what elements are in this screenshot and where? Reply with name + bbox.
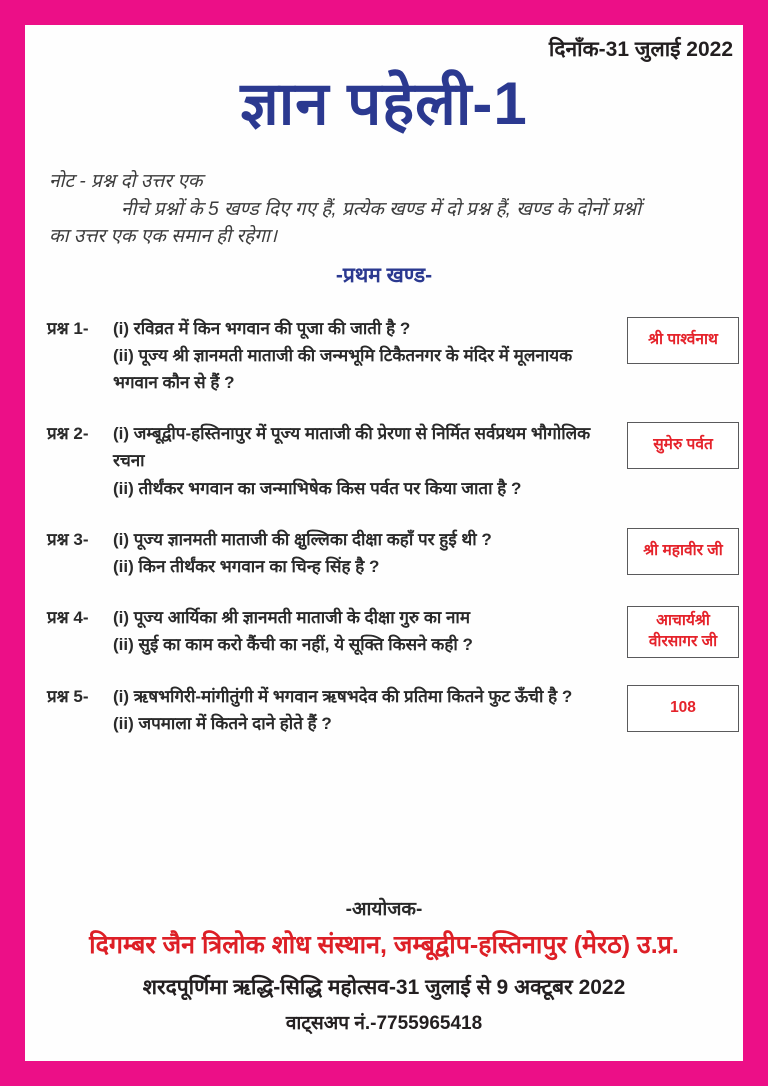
- note-line-1: नोट - प्रश्न दो उत्तर एक: [49, 171, 203, 192]
- festival-line: शरदपूर्णिमा ऋद्धि-सिद्धि महोत्सव-31 जुलाई से 9 अक्टूबर 2022: [142, 976, 626, 999]
- question-label: प्रश्न 2-: [47, 424, 89, 444]
- answer-box: 108: [627, 685, 739, 732]
- organizer-name: दिगम्बर जैन त्रिलोक शोध संस्थान, जम्बूद्वीप-हस्तिनापुर (मेरठ) उ.प्र.: [89, 931, 679, 959]
- question-part-ii: (ii) पूज्य श्री ज्ञानमती माताजी की जन्मभूमि टिकैतनगर के मंदिर में मूलनायक भगवान कौन से हैं ?: [113, 345, 573, 393]
- whatsapp-number: वाट्सअप नं.-7755965418: [285, 1013, 483, 1034]
- question-text: [113, 604, 627, 658]
- question-text: [113, 420, 627, 502]
- question-part-ii: (ii) सुई का काम करो कैंची का नहीं, ये सूक्ति किसने कही ?: [113, 635, 473, 655]
- question-part-i: (i) ऋषभगिरी-मांगीतुंगी में भगवान ऋषभदेव की प्रतिमा कितने फुट ऊँची है ?: [113, 686, 573, 706]
- question-part-i: (i) पूज्य आर्यिका श्री ज्ञानमती माताजी के दीक्षा गुरु का नाम: [113, 608, 471, 628]
- note-block: [49, 168, 717, 251]
- question-part-i: (i) जम्बूद्वीप-हस्तिनापुर में पूज्य माताजी की प्रेरणा से निर्मित सर्वप्रथम भौगोलिक रचना: [113, 424, 591, 471]
- question-row-1: [47, 315, 739, 397]
- section-heading: -प्रथम खण्ड-: [335, 263, 433, 287]
- answer-box: सुमेरु पर्वत: [627, 422, 739, 469]
- question-label: प्रश्न 1-: [47, 318, 89, 338]
- question-row-5: [47, 683, 739, 737]
- question-text: [113, 683, 627, 737]
- question-part-ii: (ii) तीर्थंकर भगवान का जन्माभिषेक किस पर्वत पर किया जाता है ?: [113, 478, 522, 498]
- quiz-sheet: [25, 25, 743, 1061]
- question-part-ii: (ii) किन तीर्थंकर भगवान का चिन्ह सिंह है ?: [113, 556, 380, 576]
- note-line-2: नीचे प्रश्नों के 5 खण्ड दिए गए हैं, प्रत्येक खण्ड में दो प्रश्न हैं, खण्ड के दोनों प्रश्नों: [121, 198, 642, 220]
- question-part-ii: (ii) जपमाला में कितने दाने होते हैं ?: [113, 713, 332, 733]
- question-text: [113, 526, 627, 580]
- date-line: दिनाँक-31 जुलाई 2022: [548, 38, 733, 61]
- question-row-2: [47, 420, 739, 502]
- footer-block: [25, 895, 743, 1061]
- question-part-i: (i) पूज्य ज्ञानमती माताजी की क्षुल्लिका दीक्षा कहाँ पर हुई थी ?: [113, 529, 492, 549]
- question-row-4: [47, 604, 739, 658]
- question-row-3: [47, 526, 739, 580]
- question-list: [25, 315, 743, 737]
- question-part-i: (i) रविव्रत में किन भगवान की पूजा की जाती है ?: [113, 318, 411, 338]
- question-text: [113, 315, 627, 397]
- organizer-label: -आयोजक-: [345, 899, 423, 920]
- answer-box: श्री महावीर जी: [627, 528, 739, 575]
- answer-box: श्री पार्श्वनाथ: [627, 317, 739, 364]
- answer-box: आचार्यश्री वीरसागर जी: [627, 606, 739, 658]
- page-title: ज्ञान पहेली-1: [240, 70, 528, 137]
- question-label: प्रश्न 4-: [47, 608, 89, 628]
- question-label: प्रश्न 3-: [47, 529, 89, 549]
- note-line-3: का उत्तर एक एक समान ही रहेगा।: [49, 226, 278, 248]
- question-label: प्रश्न 5-: [47, 686, 89, 706]
